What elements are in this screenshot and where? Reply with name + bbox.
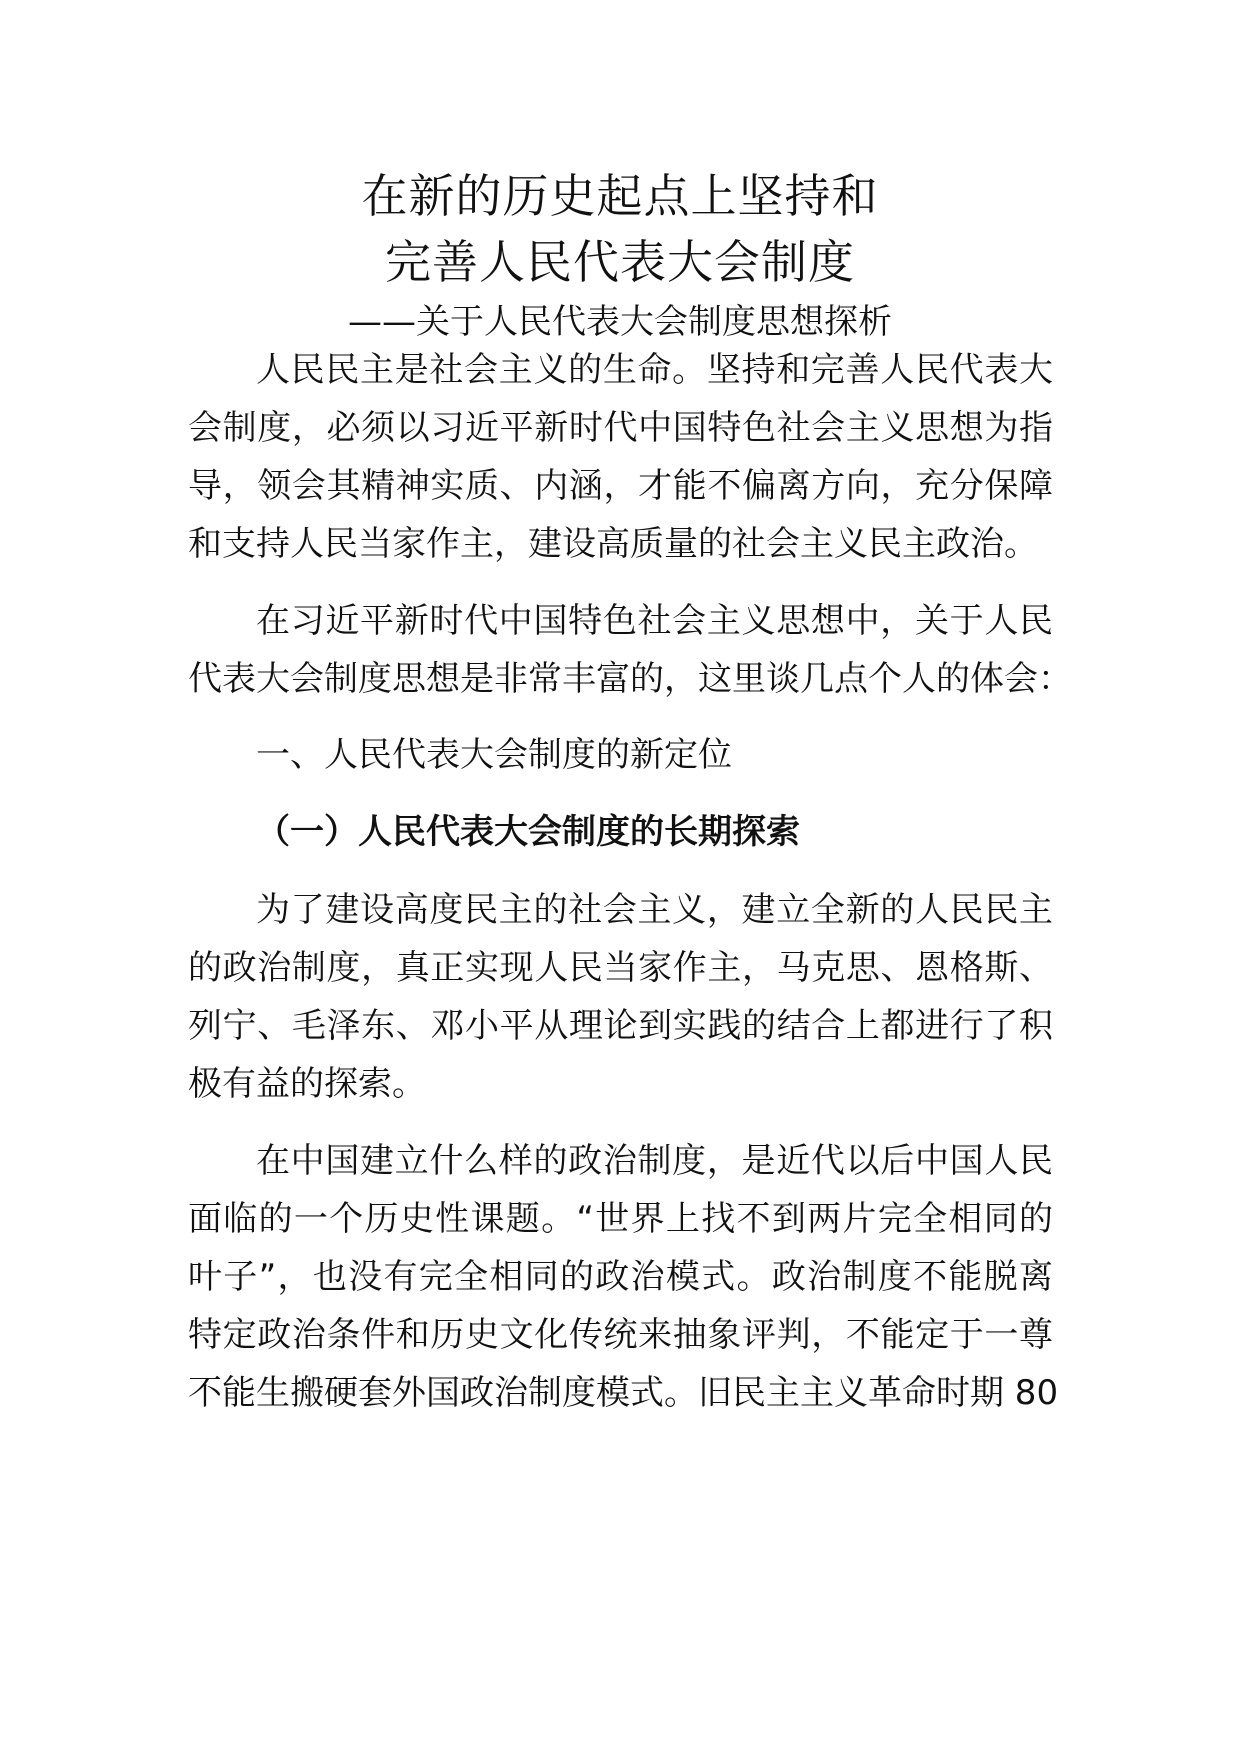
section-heading: 一、人民代表大会制度的新定位: [256, 735, 732, 775]
document-title-line-2: 完善人民代表大会制度: [385, 235, 855, 289]
paragraph-1-line-4: 和支持人民当家作主，建设高质量的社会主义民主政治。: [188, 524, 1038, 564]
paragraph-4-line-2: 面临的一个历史性课题。“世界上找不到两片完全相同的: [188, 1199, 1053, 1239]
paragraph-3-line-3: 列宁、毛泽东、邓小平从理论到实践的结合上都进行了积: [188, 1006, 1053, 1046]
paragraph-1-line-1: 人民民主是社会主义的生命。坚持和完善人民代表大: [256, 350, 1053, 390]
paragraph-2-line-2: 代表大会制度思想是非常丰富的，这里谈几点个人的体会：: [188, 659, 1072, 699]
paragraph-1-line-2: 会制度，必须以习近平新时代中国特色社会主义思想为指: [188, 408, 1053, 448]
paragraph-4-line-1: 在中国建立什么样的政治制度，是近代以后中国人民: [256, 1141, 1053, 1181]
paragraph-2-line-1: 在习近平新时代中国特色社会主义思想中，关于人民: [256, 601, 1053, 641]
paragraph-4-line-4: 特定政治条件和历史文化传统来抽象评判，不能定于一尊: [188, 1315, 1053, 1355]
document-title-line-1: 在新的历史起点上坚持和: [361, 169, 879, 223]
paragraph-4-line-5: 不能生搬硬套外国政治制度模式。旧民主主义革命时期 80: [188, 1373, 1059, 1413]
subsection-heading: （一）人民代表大会制度的长期探索: [256, 812, 800, 852]
paragraph-3-line-4: 极有益的探索。: [188, 1064, 426, 1104]
document-subtitle: ——关于人民代表大会制度思想探析: [348, 302, 892, 342]
paragraph-3-line-1: 为了建设高度民主的社会主义，建立全新的人民民主: [256, 890, 1053, 930]
paragraph-3-line-2: 的政治制度，真正实现人民当家作主，马克思、恩格斯、: [188, 948, 1053, 988]
paragraph-1-line-3: 导，领会其精神实质、内涵，才能不偏离方向，充分保障: [188, 466, 1053, 506]
paragraph-4-line-3: 叶子”，也没有完全相同的政治模式。政治制度不能脱离: [188, 1257, 1053, 1297]
